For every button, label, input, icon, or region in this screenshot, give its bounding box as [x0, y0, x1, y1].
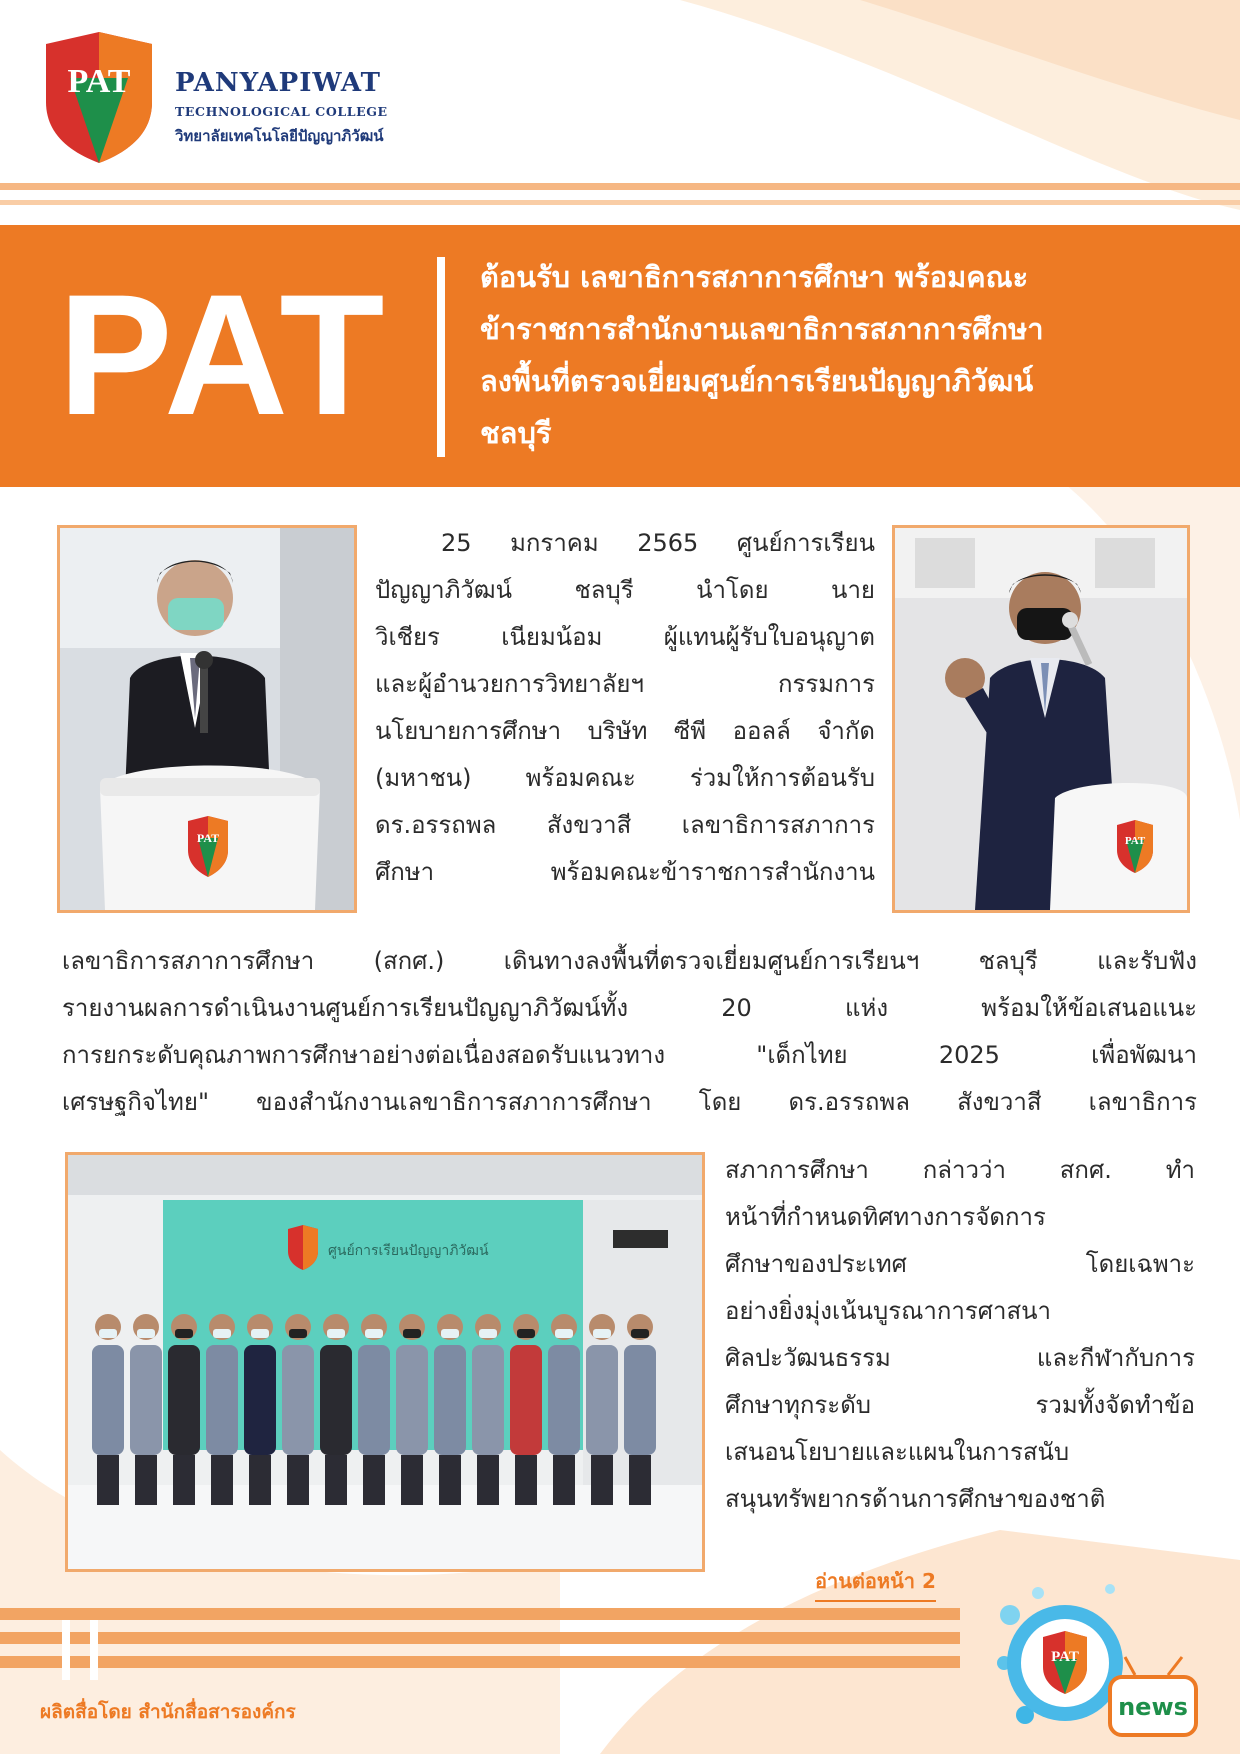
article-line: เสนอนโยบายและแผนในการสนับ	[725, 1438, 1070, 1466]
person-legs	[439, 1455, 461, 1505]
person-body	[548, 1345, 580, 1455]
photo-speaker-left	[57, 525, 357, 913]
person-legs	[515, 1455, 537, 1505]
article-line: การยกระดับคุณภาพการศึกษาอย่างต่อเนื่องสอดรับแนวทาง "เด็กไทย 2025 เพื่อพัฒนา	[62, 1041, 1197, 1069]
person-mask	[365, 1329, 383, 1338]
person-mask	[631, 1329, 649, 1338]
article-line: ศึกษาของประเทศ โดยเฉพาะ	[725, 1250, 1195, 1278]
podium-logo-text: PAT	[196, 831, 220, 845]
article-line: ปัญญาภิวัฒน์ ชลบุรี นำโดย นาย	[375, 576, 875, 604]
photo-speaker-right	[892, 525, 1190, 913]
article-line: 25 มกราคม 2565 ศูนย์การเรียน	[441, 529, 875, 557]
person-mask	[593, 1329, 611, 1338]
footer-bar-3	[0, 1656, 960, 1668]
person-mask	[517, 1329, 535, 1338]
headline-line: ต้อนรับ เลขาธิการสภาการศึกษา พร้อมคณะ	[480, 260, 1029, 294]
person-mask	[137, 1329, 155, 1338]
person-mask	[403, 1329, 421, 1338]
article-line: รายงานผลการดำเนินงานศูนย์การเรียนปัญญาภิวัฒน์ทั้ง 20 แห่ง พร้อมให้ข้อเสนอแนะ	[62, 994, 1197, 1022]
person-mask	[175, 1329, 193, 1338]
article-line: ศึกษา พร้อมคณะข้าราชการสำนักงาน	[375, 858, 875, 886]
person-legs	[477, 1455, 499, 1505]
article-line: สภาการศึกษา กล่าวว่า สกศ. ทำ	[725, 1156, 1195, 1184]
person-mask	[555, 1329, 573, 1338]
person-body	[206, 1345, 238, 1455]
article-line: วิเชียร เนียมน้อม ผู้แทนผู้รับใบอนุญาต	[375, 623, 875, 651]
article-line: นโยบายการศึกษา บริษัท ซีพี ออลล์ จำกัด	[375, 717, 875, 745]
article-line: เศรษฐกิจไทย" ของสำนักงานเลขาธิการสภาการศึกษา โดย ดร.อรรถพล สังขวาสี เลขาธิการ	[62, 1088, 1197, 1116]
person-body	[586, 1345, 618, 1455]
article-line: หน้าที่กำหนดทิศทางการจัดการ	[725, 1203, 1046, 1231]
person-legs	[135, 1455, 157, 1505]
article-line: และผู้อำนวยการวิทยาลัยฯ กรรมการ	[375, 670, 875, 698]
person-legs	[211, 1455, 233, 1505]
podium-logo-text-2: PAT	[1124, 835, 1146, 847]
person-mask	[251, 1329, 269, 1338]
headline-line: ชลบุรี	[480, 416, 552, 450]
person-body	[92, 1345, 124, 1455]
person-mask	[479, 1329, 497, 1338]
read-more-link[interactable]: อ่านต่อหน้า 2	[815, 1565, 936, 1602]
article-line: สนุนทรัพยากรด้านการศึกษาของชาติ	[725, 1485, 1106, 1513]
person-legs	[591, 1455, 613, 1505]
person-body	[434, 1345, 466, 1455]
footer-bar-1	[0, 1608, 960, 1620]
person-legs	[97, 1455, 119, 1505]
college-thai-name: วิทยาลัยเทคโนโลยีปัญญาภิวัฒน์	[175, 127, 384, 145]
college-logo	[40, 30, 420, 165]
banner-big-text: PAT	[58, 259, 389, 451]
article-full-width	[62, 938, 1197, 1126]
hash-icon	[48, 1620, 118, 1680]
shield-logo-icon	[40, 30, 158, 165]
person-body	[510, 1345, 542, 1455]
person-body	[282, 1345, 314, 1455]
person-legs	[173, 1455, 195, 1505]
article-line: ศึกษาทุกระดับ รวมทั้งจัดทำข้อ	[725, 1391, 1195, 1419]
person-mask	[99, 1329, 117, 1338]
person-body	[168, 1345, 200, 1455]
person-body	[358, 1345, 390, 1455]
headline-banner	[0, 225, 1240, 487]
person-legs	[287, 1455, 309, 1505]
person-body	[244, 1345, 276, 1455]
photo-group	[65, 1152, 705, 1572]
footer-credit: ผลิตสื่อโดย สำนักสื่อสารองค์กร	[40, 1701, 296, 1723]
article-intro-column	[375, 520, 875, 896]
person-legs	[325, 1455, 347, 1505]
banner-divider	[437, 257, 445, 457]
person-body	[396, 1345, 428, 1455]
person-mask	[213, 1329, 231, 1338]
signage-text: ศูนย์การเรียนปัญญาภิวัฒน์	[328, 1243, 489, 1259]
person-legs	[363, 1455, 385, 1505]
person-body	[320, 1345, 352, 1455]
article-line: เลขาธิการสภาการศึกษา (สกศ.) เดินทางลงพื้นที่ตรวจเยี่ยมศูนย์การเรียนฯ ชลบุรี และรับฟัง	[62, 947, 1197, 975]
person-body	[130, 1345, 162, 1455]
article-line: ดร.อรรถพล สังขวาสี เลขาธิการสภาการ	[375, 811, 875, 839]
college-name: PANYAPIWAT	[175, 68, 382, 98]
college-subtitle: TECHNOLOGICAL COLLEGE	[175, 104, 388, 119]
badge-logo-text: PAT	[1051, 1649, 1079, 1665]
person-body	[472, 1345, 504, 1455]
article-right-column	[725, 1147, 1195, 1523]
person-body	[624, 1345, 656, 1455]
person-legs	[401, 1455, 423, 1505]
q-news-badge-icon	[990, 1575, 1205, 1745]
article-line: ศิลปะวัฒนธรรม และกีฬากับการ	[725, 1344, 1195, 1372]
person-mask	[441, 1329, 459, 1338]
person-legs	[629, 1455, 651, 1505]
banner-headline	[480, 251, 1220, 459]
person-legs	[553, 1455, 575, 1505]
headline-line: ข้าราชการสำนักงานเลขาธิการสภาการศึกษา	[480, 312, 1044, 346]
article-line: อย่างยิ่งมุ่งเน้นบูรณาการศาสนา	[725, 1297, 1052, 1325]
logo-mark: PAT	[67, 63, 131, 100]
header-stripe-top	[0, 183, 1240, 190]
person-mask	[327, 1329, 345, 1338]
badge-word: news	[1118, 1693, 1188, 1721]
footer-bar-2	[0, 1632, 960, 1644]
article-line: (มหาชน) พร้อมคณะ ร่วมให้การต้อนรับ	[375, 764, 875, 792]
person-legs	[249, 1455, 271, 1505]
person-mask	[289, 1329, 307, 1338]
header-stripe-bottom	[0, 200, 1240, 205]
headline-line: ลงพื้นที่ตรวจเยี่ยมศูนย์การเรียนปัญญาภิวัฒน์	[480, 364, 1034, 398]
